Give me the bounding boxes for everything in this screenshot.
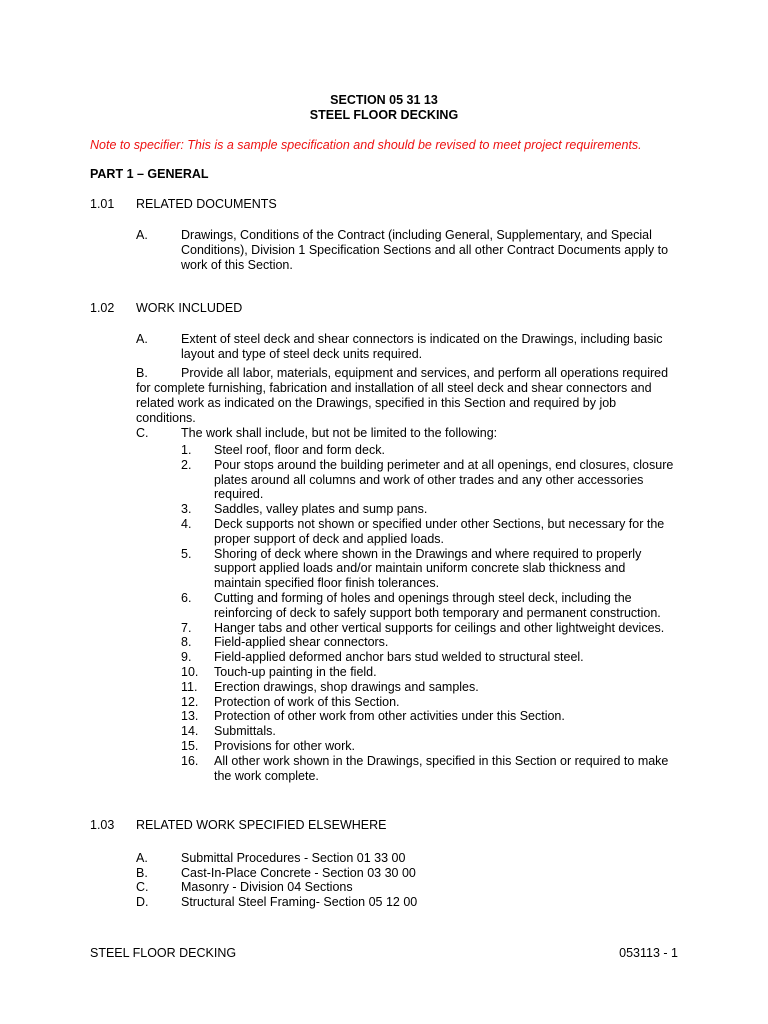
list-item-text: Steel roof, floor and form deck. (214, 443, 385, 457)
paragraph-line: for complete furnishing, fabrication and installation of all steel deck and shear connectors and (136, 381, 652, 395)
list-item-number: 7. (181, 620, 192, 635)
list-item-text: required. (214, 487, 264, 502)
list-item-text: Hanger tabs and other vertical supports for ceilings and other lightweight devices. (214, 620, 665, 635)
list-item-text: Saddles, valley plates and sump pans. (214, 502, 428, 517)
list-item-text: plates around all columns and work of other trades and any other accessories (214, 472, 644, 487)
list-item-number: 1. (181, 443, 192, 457)
list-item-number: 9. (181, 650, 192, 665)
paragraph-line: Conditions), Division 1 Specification Sections and all other Contract Documents apply to (181, 243, 669, 257)
paragraph-line: conditions. (136, 411, 196, 425)
footer-page-number: 053113 - 1 (619, 946, 678, 960)
paragraph-label: C. (136, 426, 149, 440)
list-item-text: Pour stops around the building perimeter and at all openings, end closures, closure (214, 457, 674, 472)
paragraph-line: Drawings, Conditions of the Contract (including General, Supplementary, and Special (181, 228, 652, 242)
list-item-text: Cutting and forming of holes and openings through steel deck, including the (214, 591, 632, 605)
list-item-number: 3. (181, 502, 192, 517)
list-item-text: reinforcing of deck to safely support both temporary and permanent construction. (214, 605, 661, 620)
article-number: 1.02 (90, 301, 115, 315)
article-title: RELATED WORK SPECIFIED ELSEWHERE (136, 818, 387, 832)
list-item-number: 4. (181, 517, 192, 531)
list-item-number: 8. (181, 635, 192, 650)
paragraph-label: B. (136, 866, 148, 880)
specifier-note: Note to specifier: This is a sample specification and should be revised to meet project requirements. (90, 138, 642, 152)
list-item-number: 13. (181, 709, 199, 724)
paragraph-line: Cast-In-Place Concrete - Section 03 30 00 (181, 866, 416, 880)
paragraph-line: Provide all labor, materials, equipment and services, and perform all operations required (181, 366, 669, 380)
list-item-text: the work complete. (214, 768, 319, 783)
paragraph-label: B. (136, 366, 148, 380)
list-item-text: Protection of other work from other activities under this Section. (214, 709, 565, 724)
list-item-text: Shoring of deck where shown in the Drawings and where required to properly (214, 546, 642, 561)
list-item-number: 16. (181, 753, 199, 768)
section-number: SECTION 05 31 13 (330, 93, 438, 107)
list-item-text: Touch-up painting in the field. (214, 665, 377, 679)
list-item-number: 11. (181, 679, 198, 694)
list-item-number: 6. (181, 591, 192, 605)
paragraph-line: Submittal Procedures - Section 01 33 00 (181, 851, 406, 865)
section-title: STEEL FLOOR DECKING (309, 108, 459, 122)
list-item-text: Erection drawings, shop drawings and samples. (214, 679, 479, 694)
list-item-number: 5. (181, 546, 192, 561)
list-item-text: Provisions for other work. (214, 739, 356, 753)
paragraph-line: The work shall include, but not be limited to the following: (181, 426, 498, 440)
paragraph-label: D. (136, 895, 149, 909)
article-title: WORK INCLUDED (136, 301, 243, 315)
paragraph-line: Structural Steel Framing- Section 05 12 00 (181, 895, 418, 909)
paragraph-line: Masonry - Division 04 Sections (181, 880, 353, 894)
article-number: 1.03 (90, 818, 115, 832)
list-item-number: 10. (181, 665, 199, 679)
article-title: RELATED DOCUMENTS (136, 197, 277, 211)
list-item-text: Protection of work of this Section. (214, 694, 400, 709)
paragraph-line: Extent of steel deck and shear connectors is indicated on the Drawings, including basic (181, 332, 663, 346)
list-item-number: 14. (181, 724, 199, 739)
list-item-text: Deck supports not shown or specified under other Sections, but necessary for the (214, 517, 665, 531)
paragraph-label: A. (136, 228, 148, 242)
paragraph-label: A. (136, 332, 148, 346)
paragraph-label: A. (136, 851, 148, 865)
list-item-text: support applied loads and/or maintain uniform concrete slab thickness and (214, 561, 626, 576)
list-item-text: Submittals. (214, 724, 276, 739)
footer-title: STEEL FLOOR DECKING (90, 946, 237, 960)
list-item-text: proper support of deck and applied loads. (214, 531, 445, 546)
list-item-text: All other work shown in the Drawings, specified in this Section or required to make (214, 753, 669, 768)
list-item-text: maintain specified floor finish tolerances. (214, 576, 440, 591)
list-item-text: Field-applied shear connectors. (214, 635, 389, 650)
article-number: 1.01 (90, 197, 115, 211)
paragraph-line: related work as indicated on the Drawings, specified in this Section and required by job (136, 396, 617, 410)
paragraph-line: work of this Section. (181, 258, 293, 272)
list-item-text: Field-applied deformed anchor bars stud welded to structural steel. (214, 650, 584, 665)
paragraph-line: layout and type of steel deck units required. (181, 347, 423, 361)
list-item-number: 12. (181, 694, 199, 709)
list-item-number: 2. (181, 457, 192, 472)
part-heading: PART 1 – GENERAL (90, 167, 209, 181)
paragraph-label: C. (136, 880, 149, 894)
list-item-number: 15. (181, 739, 199, 753)
